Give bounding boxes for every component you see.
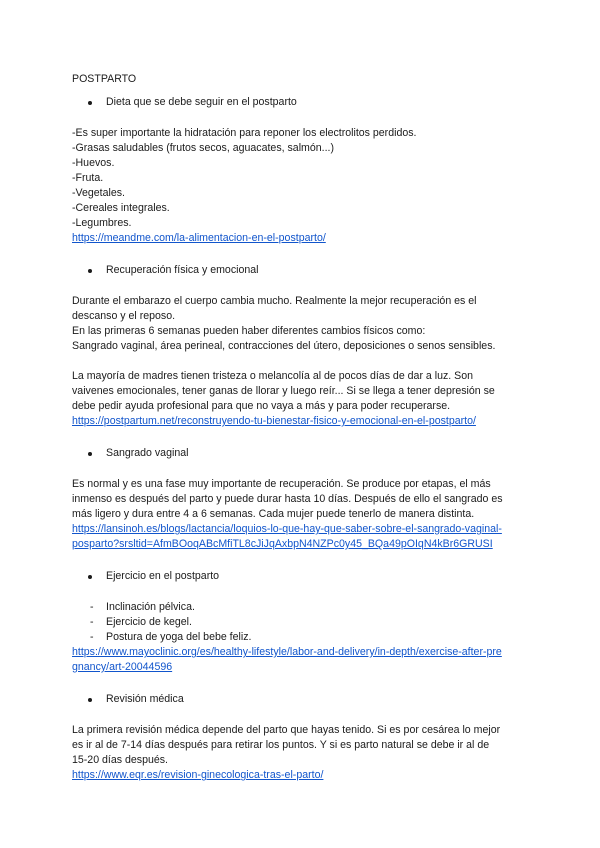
text-line: -Huevos. — [72, 157, 115, 169]
text-line: es ir al de 7-14 días después para retirar los puntos. Y si es parto natural se debe ir al de — [72, 739, 490, 751]
source-link[interactable]: https://lansinoh.es/blogs/lactancia/loquios-lo-que-hay-que-saber-sobre-el-sangrado-vaginal- — [72, 523, 502, 535]
text-line: Durante el embarazo el cuerpo cambia mucho. Realmente la mejor recuperación es el — [72, 295, 477, 307]
dash-icon: - — [90, 631, 94, 643]
section-exercise — [72, 569, 528, 675]
dash-icon: - — [90, 601, 94, 613]
section-heading — [88, 95, 528, 110]
list-item: - Ejercicio de kegel. — [90, 616, 192, 628]
heading-text: Revisión médica — [106, 693, 184, 705]
source-link[interactable]: gnancy/art-20044596 — [72, 661, 173, 673]
text-line: más ligero y dura entre 4 a 6 semanas. Cada mujer puede tenerlo de manera distinta. — [72, 508, 475, 520]
bullet-dot-icon — [88, 101, 92, 105]
section-heading — [88, 263, 528, 278]
list-item: - Inclinación pélvica. — [90, 601, 195, 613]
text-line: Sangrado vaginal, área perineal, contracciones del útero, deposiciones o senos sensibles. — [72, 340, 496, 352]
source-link[interactable]: https://www.eqr.es/revision-ginecologica-tras-el-parto/ — [72, 769, 324, 781]
section-heading — [88, 569, 528, 584]
text-line: inmenso es después del parto y puede durar hasta 10 días. Después de ello el sangrado es — [72, 493, 503, 505]
list-item: - Postura de yoga del bebe feliz. — [90, 631, 252, 643]
text-line: -Grasas saludables (frutos secos, aguacates, salmón...) — [72, 142, 335, 154]
text-line: En las primeras 6 semanas pueden haber diferentes cambios físicos como: — [72, 325, 426, 337]
document-title: POSTPARTO — [72, 73, 137, 85]
source-link[interactable]: https://postpartum.net/reconstruyendo-tu-bienestar-fisico-y-emocional-en-el-postparto/ — [72, 415, 476, 427]
section-bleeding — [72, 446, 528, 552]
bullet-dot-icon — [88, 269, 92, 273]
source-link[interactable]: https://meandme.com/la-alimentacion-en-el-postparto/ — [72, 232, 326, 244]
text-line: vaivenes emocionales, tener ganas de llorar y luego reír... Si se llega a tener depresión se — [72, 385, 495, 397]
dash-icon: - — [90, 616, 94, 628]
section-diet — [72, 95, 528, 246]
text-line: descanso y el reposo. — [72, 310, 176, 322]
bullet-dot-icon — [88, 452, 92, 456]
source-link[interactable]: posparto?srsltid=AfmBOoqABcMfiTL8cJiJqAxbpN4NZPc0y45_BQa49pOIqN4kBr6GRUSI — [72, 538, 493, 550]
heading-text: Ejercicio en el postparto — [106, 570, 220, 582]
text-line: 15-20 días después. — [72, 754, 169, 766]
text-line: La mayoría de madres tienen tristeza o melancolía al de pocos días de dar a luz. Son — [72, 370, 474, 382]
heading-text: Dieta que se debe seguir en el postparto — [106, 96, 297, 108]
bullet-dot-icon — [88, 575, 92, 579]
text-line: -Fruta. — [72, 172, 104, 184]
text-line: -Vegetales. — [72, 187, 126, 199]
heading-text: Sangrado vaginal — [106, 447, 189, 459]
text-line: -Cereales integrales. — [72, 202, 170, 214]
text-line: debe pedir ayuda profesional para que no vaya a más y para poder recuperarse. — [72, 400, 451, 412]
text-line: -Legumbres. — [72, 217, 132, 229]
bullet-dot-icon — [88, 698, 92, 702]
heading-text: Recuperación física y emocional — [106, 264, 259, 276]
text-line: Es normal y es una fase muy importante de recuperación. Se produce por etapas, el más — [72, 478, 491, 490]
text-line: La primera revisión médica depende del parto que hayas tenido. Si es por cesárea lo mejor — [72, 724, 501, 736]
section-medical-review — [72, 692, 528, 783]
section-recovery — [72, 263, 528, 429]
section-heading — [88, 446, 528, 461]
section-heading — [88, 692, 528, 707]
text-line: -Es super importante la hidratación para reponer los electrolitos perdidos. — [72, 127, 417, 139]
exercise-list — [72, 600, 528, 645]
source-link[interactable]: https://www.mayoclinic.org/es/healthy-lifestyle/labor-and-delivery/in-depth/exercise-after-pre — [72, 646, 502, 658]
